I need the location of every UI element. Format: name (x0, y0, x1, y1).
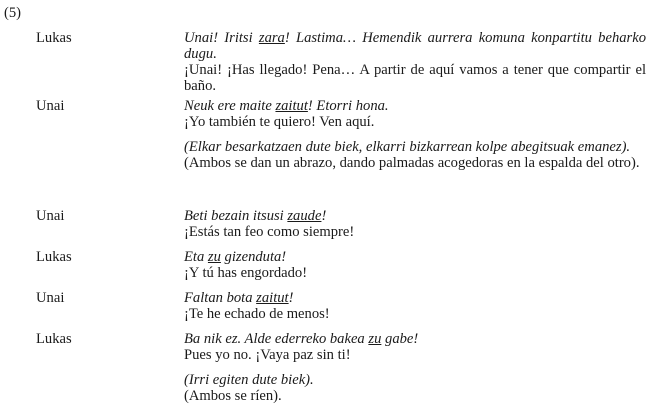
basque-line (184, 372, 646, 388)
spanish-translation: Pues yo no. ¡Vaya paz sin ti! (184, 347, 351, 363)
basque-line (184, 331, 646, 347)
basque-segment: Neuk ere maite (184, 98, 276, 114)
basque-segment: gabe! (381, 331, 419, 347)
example-number: (5) (4, 5, 22, 21)
spanish-translation: ¡Yo también te quiero! Ven aquí. (184, 114, 375, 130)
speaker-name: Unai (36, 290, 65, 306)
utterance (184, 290, 646, 322)
basque-segment: Eta (184, 249, 208, 265)
basque-segment: ! Etorri hona. (307, 98, 389, 114)
basque-segment: ! (288, 290, 294, 306)
underlined-form: zaude (287, 208, 322, 224)
basque-segment: (Elkar besarkatzaen dute biek, elkarri bizkarrean kolpe abegitsuak emanez). (184, 139, 631, 155)
utterance (184, 331, 646, 363)
basque-line (184, 249, 646, 265)
underlined-form: zaitut (256, 290, 289, 306)
utterance (184, 98, 646, 130)
spanish-translation: ¡Te he echado de menos! (184, 306, 330, 322)
underlined-form: zu (207, 249, 221, 265)
utterance (184, 249, 646, 281)
spanish-translation: ¡Y tú has engordado! (184, 265, 308, 281)
stage-direction (184, 372, 646, 404)
basque-segment: Ba nik ez. Alde ederreko bakea (184, 331, 369, 347)
spanish-translation: ¡Estás tan feo como siempre! (184, 224, 355, 240)
underlined-form: zara (258, 30, 285, 46)
basque-segment: Faltan bota (184, 290, 257, 306)
basque-segment: gizenduta! (220, 249, 287, 265)
spanish-translation: (Ambos se dan un abrazo, dando palmadas acogedoras en la espalda del otro). (184, 155, 640, 171)
basque-line (184, 290, 646, 306)
basque-segment: Unai! Iritsi (184, 30, 259, 46)
basque-segment: ! (321, 208, 327, 224)
basque-line (184, 139, 646, 155)
basque-segment: Beti bezain itsusi (184, 208, 288, 224)
stage-direction (184, 139, 646, 171)
speaker-name: Unai (36, 208, 65, 224)
basque-line (184, 30, 646, 62)
basque-segment: (Irri egiten dute biek). (184, 372, 314, 388)
underlined-form: zu (368, 331, 382, 347)
speaker-name: Lukas (36, 331, 72, 347)
speaker-name: Unai (36, 98, 65, 114)
utterance (184, 208, 646, 240)
speaker-name: Lukas (36, 249, 72, 265)
spanish-translation: (Ambos se ríen). (184, 388, 282, 404)
basque-line (184, 98, 646, 114)
basque-line (184, 208, 646, 224)
basque-segment: ! Lastima… Hemendik aurrera komuna konpartitu beharko dugu. (184, 30, 646, 62)
underlined-form: zaitut (275, 98, 308, 114)
speaker-name: Lukas (36, 30, 72, 46)
utterance (184, 30, 646, 94)
spanish-translation: ¡Unai! ¡Has llegado! Pena… A partir de aquí vamos a tener que compartir el baño. (184, 62, 646, 94)
